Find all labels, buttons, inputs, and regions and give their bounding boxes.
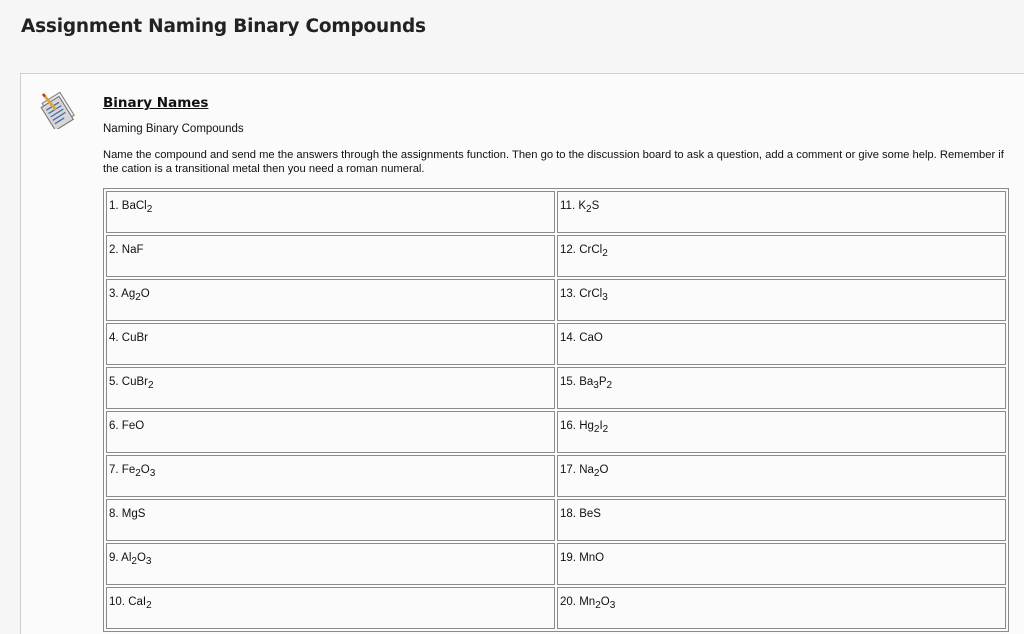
compound-formula xyxy=(121,464,156,479)
compound-number: 6. xyxy=(109,420,119,432)
compound-formula xyxy=(121,288,150,303)
compound-cell xyxy=(557,279,1006,321)
item-description: Name the compound and send me the answers through the assignments function. Then go to the discussion board to ask a question, add a comment or give some help. Remember if the cation is a transitional metal then you need a roman numeral. xyxy=(103,149,1004,175)
formula-subscript: 3 xyxy=(609,600,616,611)
compound-cell xyxy=(106,587,555,629)
formula-subscript: 2 xyxy=(593,424,600,435)
formula-subscript: 2 xyxy=(148,380,154,391)
compound-formula xyxy=(128,596,152,611)
formula-text: Mn xyxy=(579,596,596,608)
formula-subscript: 2 xyxy=(146,600,152,611)
formula-text: K xyxy=(578,200,587,212)
compound-formula xyxy=(579,596,616,611)
formula-text: Na xyxy=(579,464,594,476)
compound-number: 12. xyxy=(560,244,576,256)
formula-subscript: 2 xyxy=(593,468,600,479)
formula-subscript: 2 xyxy=(146,204,153,215)
compound-number: 18. xyxy=(560,508,576,520)
page-header xyxy=(0,0,1024,72)
content-panel xyxy=(20,73,1024,634)
compound-cell xyxy=(557,323,1006,365)
compound-cell xyxy=(106,455,555,497)
compound-formula xyxy=(121,376,154,391)
compound-formula xyxy=(121,552,152,567)
compound-number: 1. xyxy=(109,200,119,212)
compound-number: 2. xyxy=(109,244,119,256)
formula-text: MnO xyxy=(579,552,605,564)
formula-subscript: 2 xyxy=(602,248,608,259)
compound-formula xyxy=(122,244,144,256)
compound-number: 14. xyxy=(560,332,576,344)
table-row xyxy=(106,543,1006,585)
compound-number: 13. xyxy=(560,288,576,300)
formula-subscript: 2 xyxy=(135,468,141,479)
table-row xyxy=(106,191,1006,233)
table-row xyxy=(106,235,1006,277)
page-title: Assignment Naming Binary Compounds xyxy=(21,16,426,37)
compound-cell xyxy=(557,587,1006,629)
formula-text: FeO xyxy=(121,420,145,432)
compound-cell xyxy=(557,543,1006,585)
formula-text: S xyxy=(591,200,600,212)
compound-cell xyxy=(557,411,1006,453)
formula-subscript: 3 xyxy=(149,468,156,479)
compound-cell xyxy=(106,499,555,541)
compound-cell xyxy=(557,191,1006,233)
formula-text: O xyxy=(140,464,150,476)
compound-formula xyxy=(579,376,613,391)
formula-subscript: 3 xyxy=(593,380,599,391)
compound-cell xyxy=(106,411,555,453)
compound-number: 10. xyxy=(109,596,125,608)
table-row xyxy=(106,499,1006,541)
compound-cell xyxy=(557,499,1006,541)
formula-subscript: 3 xyxy=(602,292,608,303)
formula-text: O xyxy=(599,464,609,476)
formula-text: MgS xyxy=(121,508,146,520)
compound-formula xyxy=(579,464,609,479)
formula-text: Ba xyxy=(579,376,594,388)
formula-text: Fe xyxy=(121,464,136,476)
compound-formula xyxy=(122,332,148,344)
table-row xyxy=(106,411,1006,453)
formula-text: I xyxy=(599,420,603,432)
formula-text: CrCl xyxy=(579,244,603,256)
formula-subscript: 2 xyxy=(602,424,609,435)
item-subtitle: Naming Binary Compounds xyxy=(103,123,244,135)
formula-text: NaF xyxy=(121,244,144,256)
compound-number: 4. xyxy=(109,332,119,344)
compound-formula xyxy=(579,332,603,344)
compound-cell xyxy=(106,543,555,585)
compound-number: 11. xyxy=(560,200,576,212)
compound-formula xyxy=(579,244,608,259)
table-row xyxy=(106,587,1006,629)
formula-subscript: 2 xyxy=(595,600,601,611)
formula-text: O xyxy=(140,288,150,300)
formula-text: BeS xyxy=(579,508,601,520)
formula-subscript: 3 xyxy=(145,556,152,567)
assignment-icon xyxy=(39,91,77,129)
compound-formula xyxy=(579,552,604,564)
compound-number: 7. xyxy=(109,464,119,476)
compound-cell xyxy=(106,323,555,365)
formula-text: O xyxy=(136,552,146,564)
item-title-link[interactable]: Binary Names xyxy=(103,95,209,111)
table-row xyxy=(106,367,1006,409)
compound-number: 3. xyxy=(109,288,119,300)
formula-text: CuBr xyxy=(121,332,148,344)
compound-cell xyxy=(557,455,1006,497)
compound-formula xyxy=(579,508,601,520)
compound-number: 15. xyxy=(560,376,576,388)
formula-text: P xyxy=(598,376,607,388)
compound-number: 19. xyxy=(560,552,576,564)
compound-cell xyxy=(106,367,555,409)
compound-number: 17. xyxy=(560,464,576,476)
formula-text: CrCl xyxy=(579,288,603,300)
compound-number: 5. xyxy=(109,376,119,388)
compound-formula xyxy=(122,420,144,432)
compounds-table xyxy=(103,188,1009,632)
formula-text: O xyxy=(600,596,610,608)
compound-formula xyxy=(121,200,153,215)
formula-subscript: 2 xyxy=(586,204,592,215)
formula-text: CuBr xyxy=(121,376,148,388)
compound-formula xyxy=(579,420,609,435)
table-row xyxy=(106,455,1006,497)
formula-text: BaCl xyxy=(121,200,147,212)
formula-text: Al xyxy=(121,552,132,564)
compound-cell xyxy=(557,235,1006,277)
table-row xyxy=(106,279,1006,321)
compound-cell xyxy=(557,367,1006,409)
compound-cell xyxy=(106,279,555,321)
formula-text: Ag xyxy=(121,288,136,300)
compound-cell xyxy=(106,235,555,277)
compound-number: 20. xyxy=(560,596,576,608)
compound-cell xyxy=(106,191,555,233)
compound-formula xyxy=(579,288,608,303)
compound-formula xyxy=(578,200,600,215)
compound-number: 8. xyxy=(109,508,119,520)
formula-subscript: 2 xyxy=(606,380,613,391)
compound-number: 9. xyxy=(109,552,119,564)
formula-text: CaO xyxy=(579,332,603,344)
formula-text: Hg xyxy=(579,420,594,432)
formula-text: CaI xyxy=(128,596,147,608)
formula-subscript: 2 xyxy=(131,556,137,567)
compound-formula xyxy=(122,508,146,520)
table-row xyxy=(106,323,1006,365)
formula-subscript: 2 xyxy=(135,292,141,303)
compound-number: 16. xyxy=(560,420,576,432)
